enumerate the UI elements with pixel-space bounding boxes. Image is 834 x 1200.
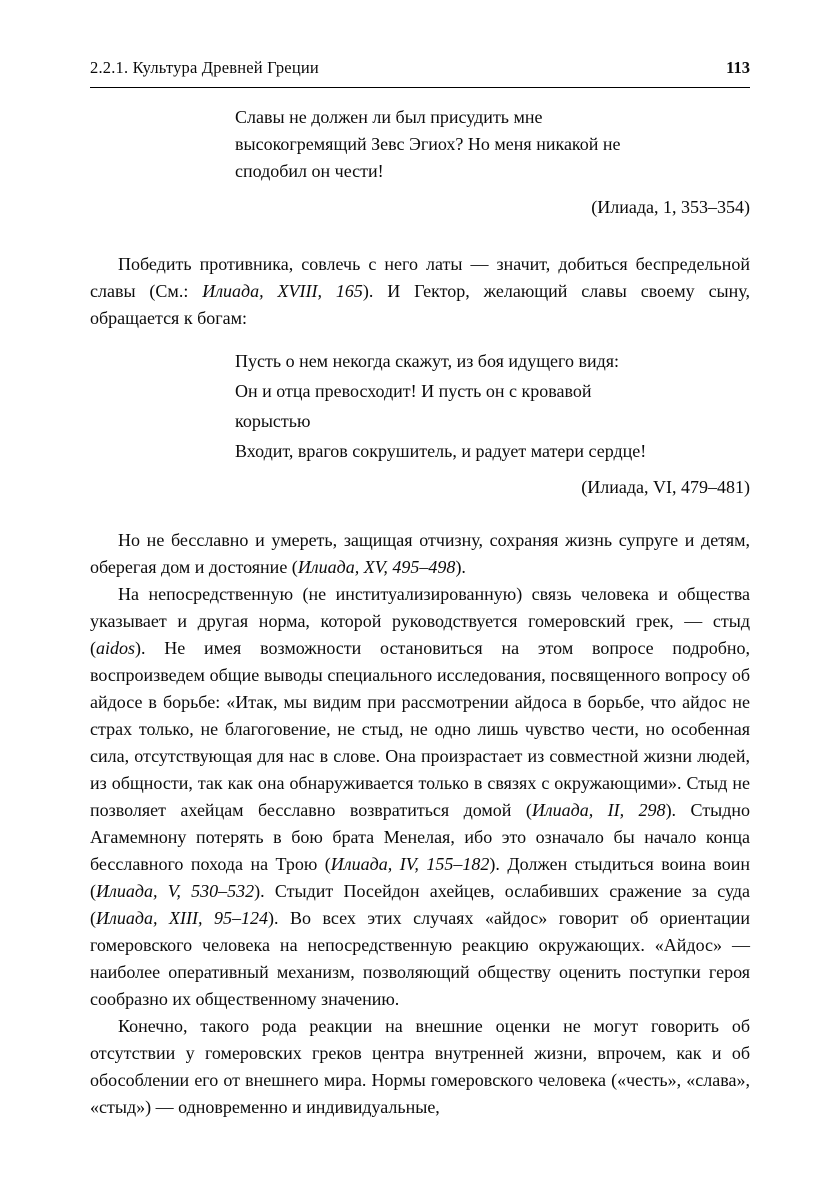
- verse-quote-1: [235, 104, 750, 185]
- paragraph-2: [90, 527, 750, 581]
- inline-citation: Илиада, II, 298: [531, 800, 666, 820]
- verse-line: Входит, врагов сокрушитель, и радует матери сердце!: [235, 441, 647, 461]
- inline-citation: Илиада, XVIII, 165: [202, 281, 363, 301]
- inline-citation: Илиада, XIII, 95–124: [96, 908, 268, 928]
- verse-line: Он и отца превосходит! И пусть он с кровавой: [235, 381, 592, 401]
- paragraph-text: На непосредственную (не институализированную) связь человека и общества указывает и другая норма, которой руководствуется гомеровский грек, — стыд (: [90, 584, 750, 658]
- paragraph-1: [90, 251, 750, 332]
- paragraph-text: ). И Гектор, желающий славы своему сыну, обращается к богам:: [90, 281, 750, 328]
- verse-line: корыстью: [235, 411, 311, 431]
- inline-term: aidos: [96, 638, 136, 658]
- paragraph-text: Но не бесславно и умереть, защищая отчизну, сохраняя жизнь супруге и детям, оберегая дом и достояние (: [90, 530, 750, 577]
- running-title: 2.2.1. Культура Древней Греции: [90, 58, 319, 77]
- paragraph-text: ). Должен стыдиться воина воин (: [90, 854, 750, 901]
- paragraph-text: ). Стыдно Агамемнону потерять в бою брата Менелая, ибо это означало бы начало конца бесславного похода на Трою (: [90, 800, 750, 874]
- paragraph-text: ). Стыдит Посейдон ахейцев, ослабивших сражение за суда (: [90, 881, 750, 928]
- verse-line: Славы не должен ли был присудить мне: [235, 107, 543, 127]
- paragraph-text: Победить противника, совлечь с него латы — значит, добиться беспредельной славы (См.:: [90, 254, 750, 301]
- verse-line: сподобил он чести!: [235, 161, 384, 181]
- citation-2: (Илиада, VI, 479–481): [581, 477, 750, 497]
- paragraph-text: Конечно, такого рода реакции на внешние оценки не могут говорить об отсутствии у гомеровских греков центра внутренней жизни, впрочем, как и об обособлении его от внешнего мира. Нормы гомеровского человека («честь», «слава», «стыд») — одновременно и индивидуальные,: [90, 1016, 750, 1117]
- paragraph-4: [90, 1013, 750, 1121]
- verse-line: высокогремящий Зевс Эгиох? Но меня никакой не: [235, 134, 621, 154]
- page-header: [90, 58, 750, 88]
- paragraph-text: ). Во всех этих случаях «айдос» говорит об ориентации гомеровского человека на непосредственную реакцию окружающих. «Айдос» — наиболее оперативный механизм, позволяющий обществу оценить поступки героя сообразно их общественному значению.: [90, 908, 750, 1009]
- inline-citation: Илиада, IV, 155–182: [330, 854, 490, 874]
- paragraph-text: ).: [455, 557, 466, 577]
- verse-line: Пусть о нем некогда скажут, из боя идущего видя:: [235, 351, 620, 371]
- inline-citation: Илиада, V, 530–532: [96, 881, 255, 901]
- citation-1: (Илиада, 1, 353–354): [591, 197, 750, 217]
- paragraph-text: ). Не имея возможности остановиться на этом вопросе подробно, воспроизведем общие выводы специального исследования, посвященного вопросу об айдосе в борьбе: «Итак, мы видим при рассмотрении айдоса в борьбе, что айдос не страх только, не благоговение, не стыд, не одно лишь чувство чести, но особенная сила, отсутствующая для нас в слове. Она произрастает из совместной жизни людей, из общности, так как она обнаруживается только в связях с окружающими». Стыд не позволяет ахейцам бесславно возвратиться домой (: [90, 638, 750, 820]
- verse-quote-2: [235, 348, 750, 465]
- page-number: 113: [726, 58, 750, 77]
- inline-citation: Илиада, XV, 495–498: [297, 557, 456, 577]
- paragraph-3: [90, 581, 750, 1013]
